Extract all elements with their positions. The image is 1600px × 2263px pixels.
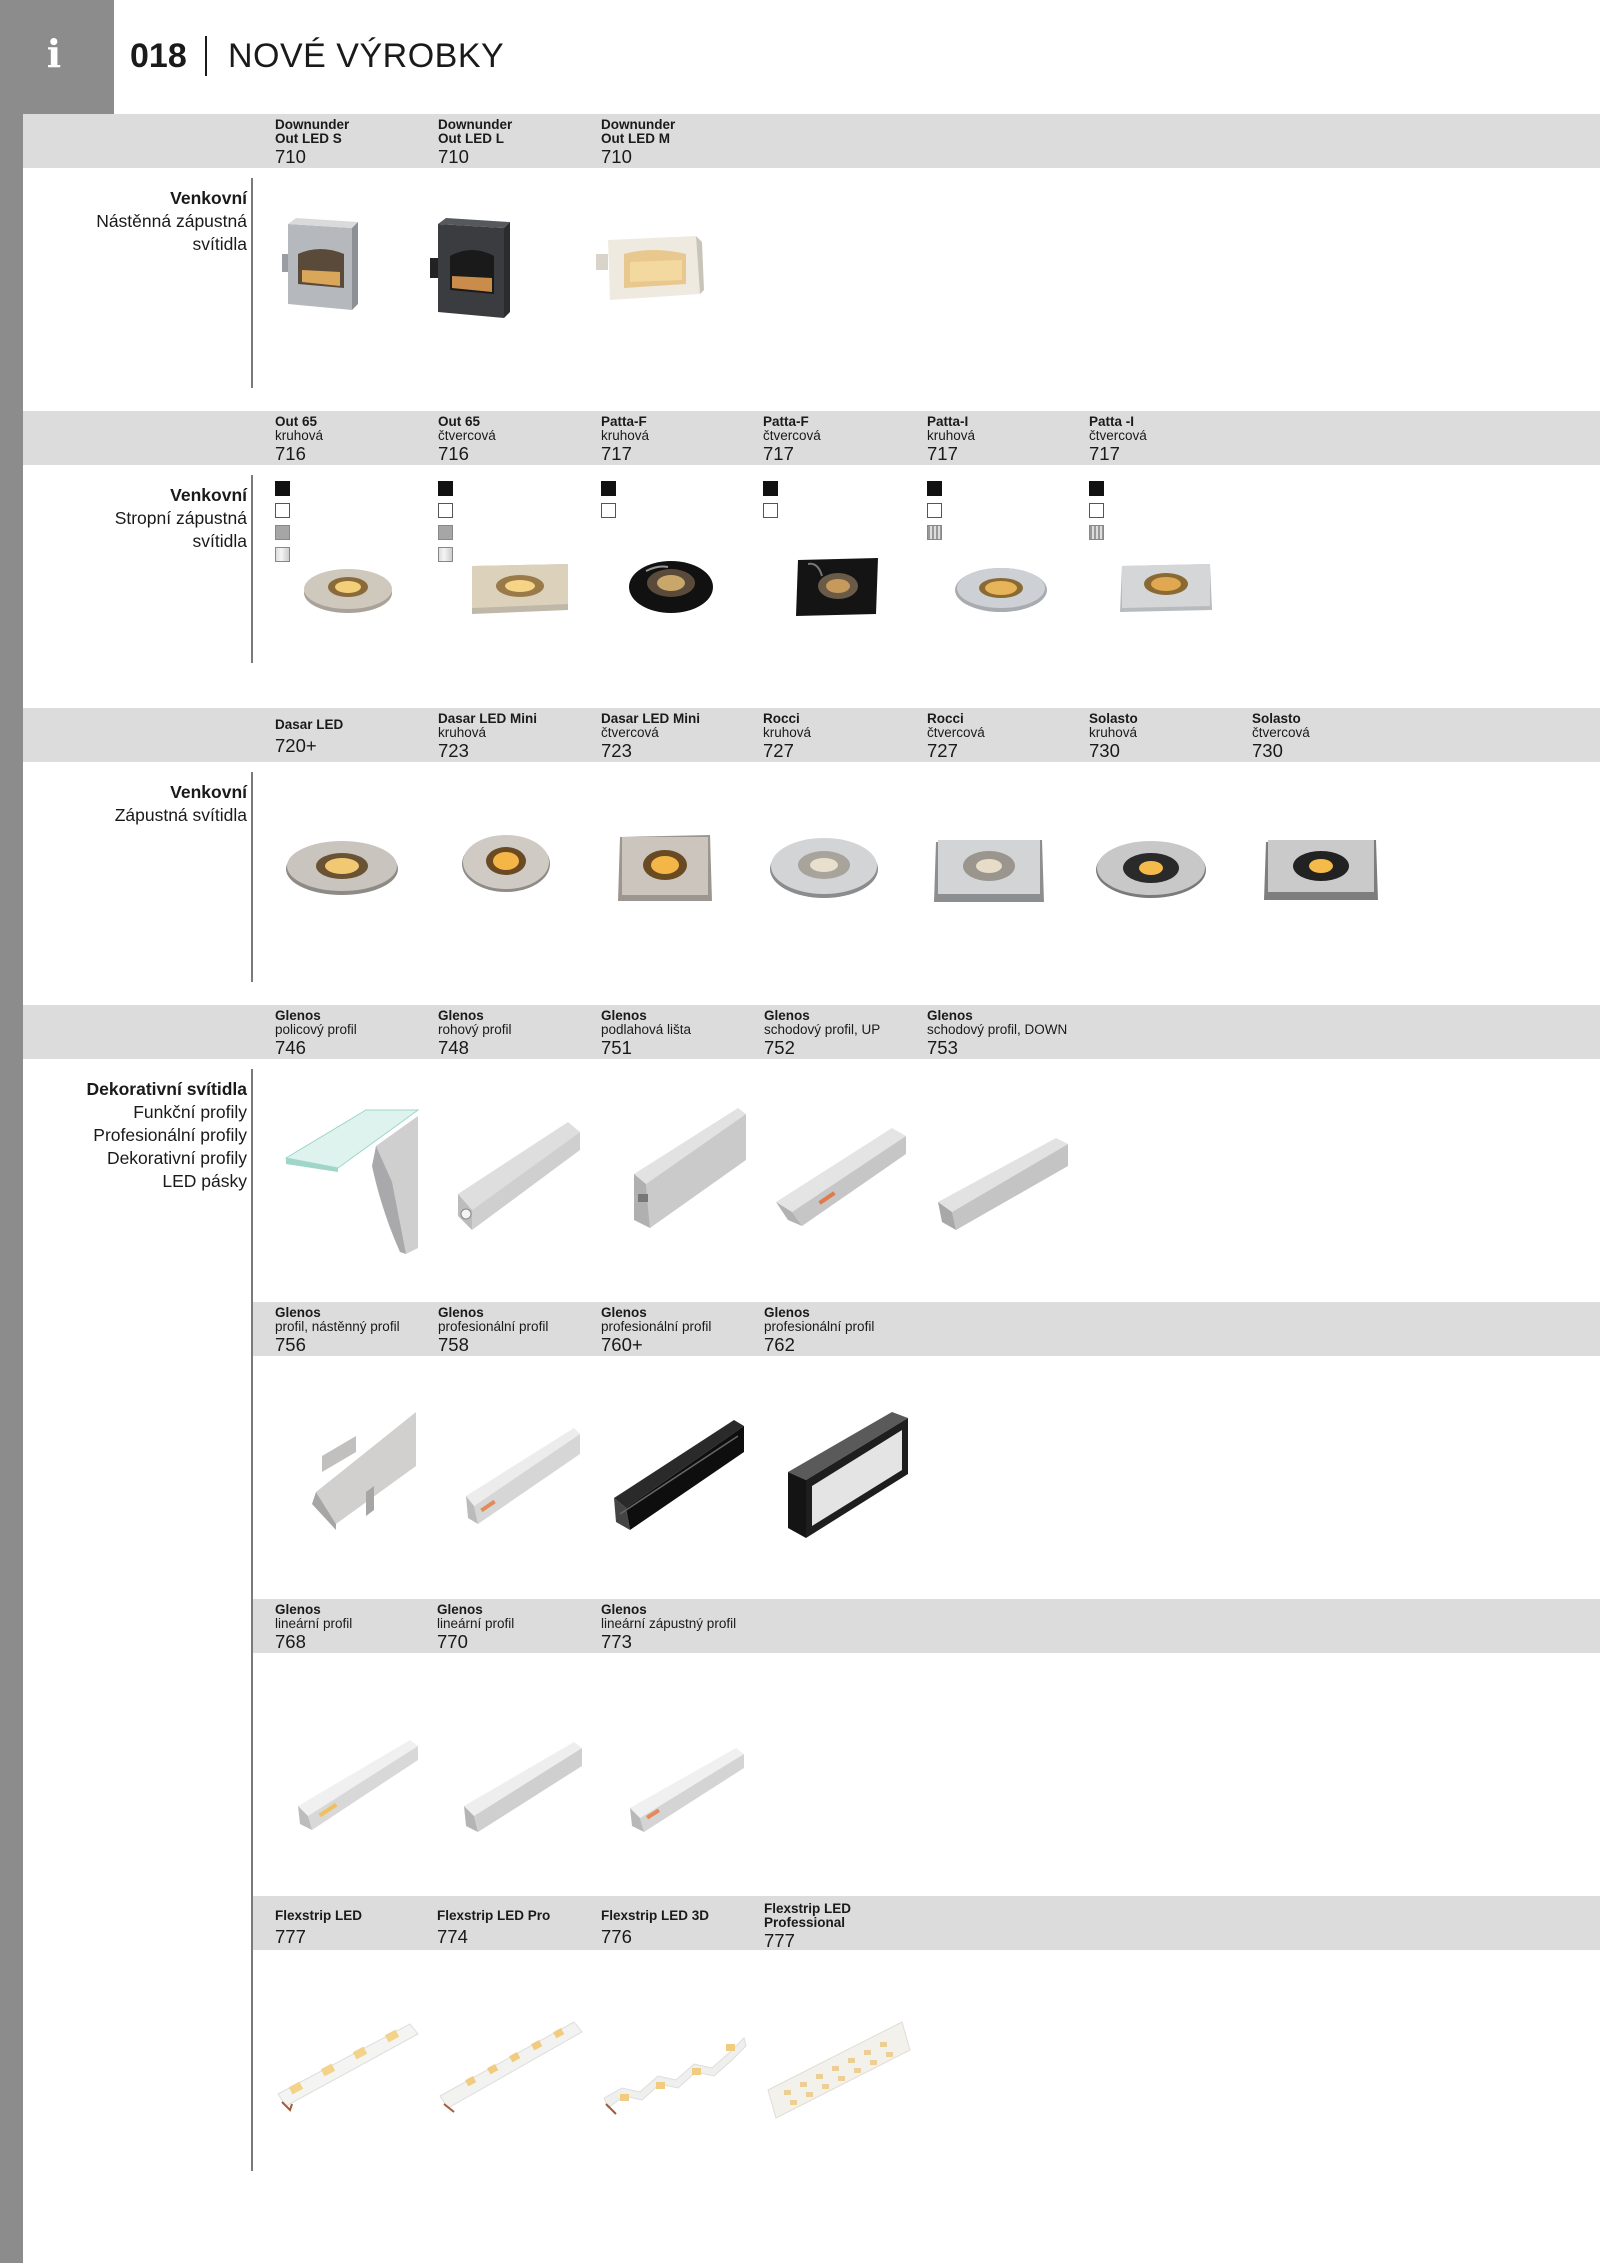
product-name: Out 65	[275, 414, 318, 429]
ground-light-solasto-round-image[interactable]	[1094, 838, 1208, 900]
product-label	[927, 1009, 1087, 1058]
page-ref: 717	[763, 443, 794, 464]
page-ref: 717	[927, 443, 958, 464]
page-ref: 716	[438, 443, 469, 464]
category-divider	[251, 178, 253, 388]
page-ref: 723	[438, 740, 469, 761]
product-name: Flexstrip LED Pro	[437, 1908, 551, 1923]
product-label	[601, 1306, 761, 1355]
product-label	[275, 1009, 435, 1058]
ceiling-light-square-image[interactable]	[468, 558, 572, 618]
product-variant: čtvercová	[1252, 725, 1310, 740]
category-title: Dekorativní svítidla	[86, 1079, 247, 1099]
product-name: Dasar LED Mini	[438, 711, 538, 726]
category-divider	[251, 1069, 253, 2171]
page-ref: 776	[601, 1926, 632, 1947]
color-swatch-white	[927, 503, 942, 518]
category-subtitle: Zápustná svítidla	[114, 805, 247, 825]
product-label	[601, 712, 761, 761]
category-subtitle: Nástěnná zápustná svítidla	[96, 211, 247, 254]
category-title: Venkovní	[170, 485, 247, 505]
page-ref: 710	[601, 146, 632, 167]
header-separator	[205, 36, 207, 76]
product-name: Patta -I	[1089, 414, 1135, 429]
page-ref: 753	[927, 1037, 958, 1058]
product-label	[438, 118, 598, 167]
pro-profile-black-image[interactable]	[610, 1418, 746, 1532]
color-swatch-steel	[927, 525, 942, 540]
page-ref: 746	[275, 1037, 306, 1058]
corner-profile-image[interactable]	[452, 1118, 582, 1234]
category-subtitle: Funkční profily Profesionální profily Dekorativní profily LED pásky	[93, 1102, 247, 1191]
page-ref: 752	[764, 1037, 795, 1058]
product-label	[927, 712, 1087, 761]
linear-profile-image[interactable]	[294, 1736, 420, 1836]
product-label	[275, 1306, 435, 1355]
product-name: Flexstrip LED 3D	[601, 1908, 710, 1923]
product-name: Glenos	[764, 1008, 810, 1023]
product-label	[275, 1603, 435, 1652]
product-variant: profesionální profil	[764, 1319, 875, 1334]
product-label	[1252, 712, 1412, 761]
product-variant: schodový profil, UP	[764, 1022, 881, 1037]
ground-light-mini-round-image[interactable]	[460, 832, 552, 894]
category-divider	[251, 772, 253, 982]
wall-light-dark-image[interactable]	[428, 214, 514, 322]
page-ref: 730	[1252, 740, 1283, 761]
color-swatch-black	[927, 481, 942, 496]
product-label	[601, 1909, 761, 1947]
category-heading	[40, 187, 247, 256]
product-name: Out 65	[438, 414, 481, 429]
page-ref: 774	[437, 1926, 468, 1947]
product-name: Rocci	[763, 711, 800, 726]
product-name: Glenos	[601, 1008, 647, 1023]
ceiling-light-round-image[interactable]	[302, 563, 394, 615]
page-ref: 762	[764, 1334, 795, 1355]
linear-profile-2-image[interactable]	[460, 1740, 584, 1836]
product-variant: kruhová	[275, 428, 324, 443]
product-label	[601, 415, 761, 464]
product-label	[764, 1902, 924, 1951]
category-divider	[251, 475, 253, 663]
product-label	[764, 1009, 924, 1058]
product-variant: policový profil	[275, 1022, 357, 1037]
wall-light-white-image[interactable]	[596, 232, 706, 304]
product-variant: čtvercová	[601, 725, 659, 740]
ground-light-rocci-square-image[interactable]	[932, 836, 1046, 904]
product-name: Glenos	[438, 1008, 484, 1023]
ceiling-light-steel-square-image[interactable]	[1118, 562, 1214, 614]
stair-profile-up-image[interactable]	[774, 1126, 908, 1234]
page-ref: 773	[601, 1631, 632, 1652]
product-name: Rocci	[927, 711, 964, 726]
product-label	[763, 712, 923, 761]
product-label	[438, 712, 598, 761]
color-swatch-black	[601, 481, 616, 496]
product-name: Flexstrip LED	[275, 1908, 363, 1923]
page-ref: 717	[601, 443, 632, 464]
color-swatch-white	[438, 503, 453, 518]
page-ref: 723	[601, 740, 632, 761]
color-swatch-silver	[275, 547, 290, 562]
pro-profile-large-image[interactable]	[782, 1408, 910, 1542]
led-strip-pro-image[interactable]	[436, 2018, 584, 2122]
page-ref: 777	[764, 1930, 795, 1951]
pro-profile-white-image[interactable]	[460, 1424, 582, 1528]
product-label	[601, 118, 761, 167]
color-swatch-white	[601, 503, 616, 518]
category-title: Venkovní	[170, 782, 247, 802]
category-heading	[40, 1078, 247, 1193]
product-name: Glenos	[275, 1305, 321, 1320]
product-variant: profesionální profil	[438, 1319, 549, 1334]
row-band	[23, 114, 1600, 168]
page-ref: 770	[437, 1631, 468, 1652]
product-label	[275, 118, 435, 167]
floor-profile-image[interactable]	[624, 1104, 748, 1236]
ground-light-mini-square-image[interactable]	[616, 833, 714, 903]
product-name: Glenos	[437, 1602, 483, 1617]
page-ref: 716	[275, 443, 306, 464]
product-variant: čtvercová	[438, 428, 496, 443]
product-name: Glenos	[927, 1008, 973, 1023]
product-label	[1089, 712, 1249, 761]
color-swatch-grey	[438, 525, 453, 540]
product-name: Patta-I	[927, 414, 969, 429]
shelf-profile-image[interactable]	[282, 1102, 420, 1254]
page-ref: 730	[1089, 740, 1120, 761]
product-name: Glenos	[438, 1305, 484, 1320]
product-variant: kruhová	[763, 725, 812, 740]
page-ref: 710	[275, 146, 306, 167]
led-strip-3d-image[interactable]	[600, 2018, 748, 2122]
product-name: Solasto	[1252, 711, 1301, 726]
product-label	[438, 1009, 598, 1058]
product-name: Dasar LED Mini	[601, 711, 701, 726]
product-variant: lineární zápustný profil	[601, 1616, 737, 1631]
color-swatch-black	[438, 481, 453, 496]
page-ref: 760+	[601, 1334, 643, 1355]
category-heading	[40, 781, 247, 827]
page-ref: 727	[763, 740, 794, 761]
product-variant: kruhová	[1089, 725, 1138, 740]
ceiling-light-black-square-image[interactable]	[792, 556, 882, 618]
info-icon: i	[46, 31, 62, 76]
product-variant: lineární profil	[275, 1616, 353, 1631]
linear-recessed-profile-image[interactable]	[626, 1746, 746, 1836]
wall-profile-image[interactable]	[306, 1406, 420, 1530]
product-name: Glenos	[601, 1602, 647, 1617]
product-name: Downunder Out LED S	[275, 117, 350, 146]
page-ref: 710	[438, 146, 469, 167]
product-name: Glenos	[275, 1602, 321, 1617]
product-label	[763, 415, 923, 464]
product-name: Glenos	[764, 1305, 810, 1320]
ground-light-dasar-image[interactable]	[284, 837, 400, 897]
page-ref: 720+	[275, 735, 317, 756]
ground-light-solasto-square-image[interactable]	[1262, 836, 1380, 902]
product-name: Patta-F	[763, 414, 809, 429]
page-title: NOVÉ VÝROBKY	[228, 37, 505, 75]
page-ref: 727	[927, 740, 958, 761]
product-variant: čtvercová	[927, 725, 985, 740]
category-subtitle: Stropní zápustná svítidla	[114, 508, 247, 551]
product-label	[927, 415, 1087, 464]
ceiling-light-black-round-image[interactable]	[628, 557, 714, 615]
wall-light-silver-image[interactable]	[280, 214, 360, 314]
product-variant: rohový profil	[438, 1022, 512, 1037]
color-swatch-black	[1089, 481, 1104, 496]
product-name: Dasar LED	[275, 717, 344, 732]
color-swatch-steel	[1089, 525, 1104, 540]
category-title: Venkovní	[170, 188, 247, 208]
color-swatch-grey	[275, 525, 290, 540]
product-label	[437, 1909, 597, 1947]
product-variant: profesionální profil	[601, 1319, 712, 1334]
page-ref: 768	[275, 1631, 306, 1652]
product-label	[275, 1909, 435, 1947]
product-name: Downunder Out LED L	[438, 117, 513, 146]
page-ref: 751	[601, 1037, 632, 1058]
product-label	[601, 1603, 761, 1652]
page-ref: 758	[438, 1334, 469, 1355]
page-ref: 756	[275, 1334, 306, 1355]
product-variant: čtvercová	[1089, 428, 1147, 443]
ceiling-light-steel-round-image[interactable]	[954, 564, 1048, 614]
page-ref: 777	[275, 1926, 306, 1947]
product-variant: podlahová lišta	[601, 1022, 692, 1037]
product-name: Downunder Out LED M	[601, 117, 676, 146]
page-number: 018	[130, 37, 187, 75]
product-name: Solasto	[1089, 711, 1138, 726]
product-label	[1089, 415, 1249, 464]
info-tab	[0, 0, 114, 114]
color-swatch-white	[275, 503, 290, 518]
product-variant: kruhová	[927, 428, 976, 443]
led-strip-professional-image[interactable]	[764, 2020, 912, 2120]
product-label	[438, 1306, 598, 1355]
product-label	[438, 415, 598, 464]
product-label	[275, 415, 435, 464]
category-heading	[40, 484, 247, 553]
product-name: Glenos	[601, 1305, 647, 1320]
product-variant: schodový profil, DOWN	[927, 1022, 1068, 1037]
product-label	[764, 1306, 924, 1355]
product-label	[601, 1009, 761, 1058]
stair-profile-down-image[interactable]	[934, 1136, 1070, 1234]
product-variant: profil, nástěnný profil	[275, 1319, 400, 1334]
product-label	[437, 1603, 597, 1652]
ground-light-rocci-round-image[interactable]	[768, 834, 880, 900]
product-name: Flexstrip LED Professional	[764, 1901, 852, 1930]
color-swatch-black	[275, 481, 290, 496]
product-variant: čtvercová	[763, 428, 821, 443]
led-strip-image[interactable]	[274, 2018, 420, 2122]
left-margin-bar	[0, 0, 23, 2263]
color-swatch-silver	[438, 547, 453, 562]
product-variant: kruhová	[601, 428, 650, 443]
product-name: Patta-F	[601, 414, 647, 429]
color-swatch-white	[1089, 503, 1104, 518]
product-label	[275, 718, 435, 756]
page-ref: 717	[1089, 443, 1120, 464]
product-variant: kruhová	[438, 725, 487, 740]
color-swatch-black	[763, 481, 778, 496]
product-name: Glenos	[275, 1008, 321, 1023]
product-variant: lineární profil	[437, 1616, 515, 1631]
color-swatch-white	[763, 503, 778, 518]
page-ref: 748	[438, 1037, 469, 1058]
